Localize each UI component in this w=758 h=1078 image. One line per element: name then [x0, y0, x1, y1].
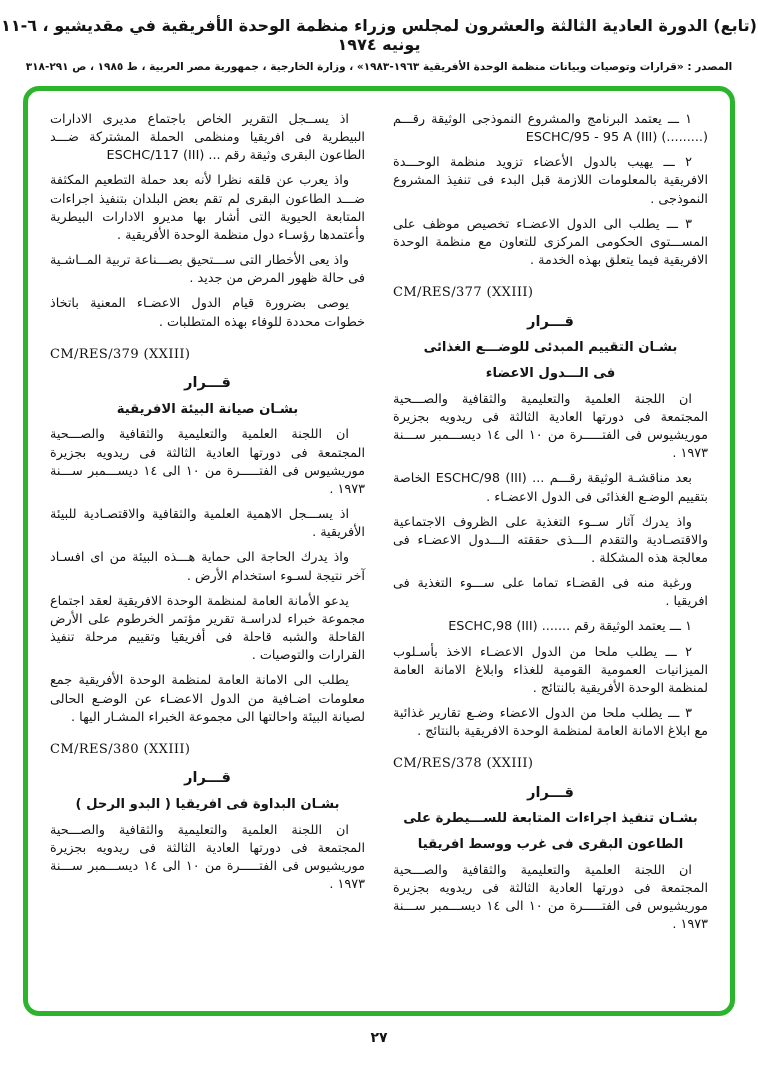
- paragraph: ان اللجنة العلمية والتعليمية والثقافية والصـــحية المجتمعة فى دورتها العادية الثالثة فى ريدويه بجزيرة موريشيوس فى الفتـــــرة من ١٠ الى ١٤ ديســـمبر ســـنة ١٩٧٣ .: [50, 427, 366, 497]
- resolution-ref-380: CM/RES/380 (XXIII): [50, 741, 191, 757]
- numbered-clause: ٣ ـــ يطلب الى الدول الاعضـاء تخصيص موظف على المســـتوى الحكومى المركزى للتعاون مع منظمة الوحدة الافريقية فيما يتعلق بهذه الخدمة .: [393, 216, 708, 269]
- session-title: (تابع) الدورة العادية الثالثة والعشرون لمجلس وزراء منظمة الوحدة الأفريقية في مقديشيو ، ٦-١١ يونيه ١٩٧٤: [1, 16, 757, 54]
- paragraph: ان اللجنة العلمية والتعليمية والثقافية والصـــحية المجتمعة فى دورتها العادية الثالثة فى ريدويه بجزيرة موريشيوس فى الفتـــــرة من ١٠ الى ١٤ ديســـمبر ســـنة ١٩٧٣ .: [393, 862, 709, 933]
- paragraph: واذ يعى الأخطار التى ســـتحيق بصـــناعة تربية المــاشـية فى حالة ظهور المرض من جديد .: [50, 253, 365, 287]
- paragraph: واذ يدرك آثار ســوء التغذية على الظروف الاجتماعية والاقتصـادية والتقدم الـــذى حققته الـــدول الاعضـاء فى معالجة هذه المشكلة .: [393, 514, 708, 566]
- paragraph: يطلب الى الامانة العامة لمنظمة الوحدة الأفريقية جمع معلومات اضـافية من الدول الاعضـاء عن الوضـع الحالى لصيانة البيئة واحالتها الى مجموعة الخبراء المشـار اليها .: [50, 673, 365, 725]
- source-line: المصدر : «قرارات وتوصيات وبيانات منظمة الوحدة الأفريقية ١٩٦٣-١٩٨٣» ، وزارة الخارجية ، جمهورية مصر العربية ، ط ١٩٨٥ ، ص ٢٩١-٣١٨: [25, 61, 733, 73]
- paragraph: بعد مناقشـة الوثيقة رقـــم ... ESCHC/98 (III) الخاصة بتقييم الوضـع الغذائى فى الدول الاعضـاء .: [393, 471, 708, 505]
- decision-title: بشـان البداوة فى افريقيا ( البدو الرحل ): [75, 796, 340, 812]
- resolution-ref-377: CM/RES/377 (XXIII): [393, 285, 534, 301]
- column-left: [50, 111, 365, 1003]
- numbered-clause: ٢ ـــ يهيب بالدول الأعضاء تزويد منظمة الوحـــدة الافريقية بالمعلومات اللازمة قبل البدء فى تنفيذ المشروع النموذجى .: [393, 155, 708, 207]
- numbered-clause: ٢ ـــ يطلب ملحا من الدول الاعضـاء الاخذ بأسـلوب الميزانيات العمومية القومية للغذاء وابلاغ الامانة العامة لمنظمة الوحدة الأفريقية بالنتائج .: [393, 644, 708, 696]
- two-column-layout: [50, 111, 708, 1003]
- page-header: [0, 0, 758, 73]
- paragraph: ان اللجنة العلمية والتعليمية والثقافية والصـــحية المجتمعة فى دورتها العادية الثالثة فى ريدويه بجزيرة موريشيوس فى الفتـــــرة من ١٠ الى ١٤ ديســـمبر ســـنة ١٩٧٣ .: [50, 822, 366, 893]
- decision-title: بشـان التقييم المبدئى للوضـــع الغذائى: [423, 340, 678, 356]
- page-number: ٢٧: [370, 1030, 388, 1046]
- paragraph: واذ يعرب عن قلقه نظرا لأنه بعد حملة التطعيم المكثفة ضـــد الطاعون البقرى لم تقم بعض البلدان بتنفيذ اجراءات المتابعة الحيوية التى أشار بها مديرو الادارات البيطرية وأعتمدها رؤسـاء دول منظمة الوحدة الأفريقية .: [50, 173, 365, 243]
- decision-title: بشـان صيانة البيئة الافريقية: [116, 401, 299, 417]
- decision-heading: قـــرار: [184, 375, 231, 392]
- paragraph: واذ يدرك الحاجة الى حماية هـــذه البيئة من اى افسـاد آخر نتيجة لسـوء استخدام الأرض .: [50, 550, 365, 584]
- numbered-clause: ٣ ـــ يطلب ملحا من الدول الاعضاء وضـع تقارير غذائية مع ابلاغ الامانة العامة لمنظمة الوحدة الافريقية بالنتائج .: [393, 706, 708, 740]
- paragraph: ان اللجنة العلمية والتعليمية والثقافية والصـــحية المجتمعة فى دورتها العادية الثالثة فى ريدويه بجزيرة موريشيوس فى الفتـــــرة من ١٠ الى ١٤ ديســـمبر ســـنة ١٩٧٣ .: [393, 391, 709, 462]
- numbered-clause: ١ ـــ يعتمد الوثيقة رقم ....... ESCHC,98 (III): [448, 619, 692, 635]
- paragraph: يدعو الأمانة العامة لمنظمة الوحدة الافريقية لعقد اجتماع مجموعة خبراء لدراسـة تقرير مؤتمر الخرطوم على الأرض القاحلة والشبه قاحلة فى أفريقيا وتقييم مرحلة تنفيذ القرارات والتوصيات .: [50, 593, 365, 664]
- content-frame: [23, 86, 735, 1016]
- paragraph: اذ يســـجل الاهمية العلمية والثقافية والاقتصـادية للبيئة الأفريقية .: [50, 507, 365, 541]
- paragraph: ورغبة منه فى القضـاء تماما على ســـوء التغذية فى افريقيا .: [393, 576, 708, 610]
- decision-title: بشـان تنفيذ اجراءات المتابعة للســـيطرة على: [403, 811, 698, 827]
- paragraph: يوصى بضرورة قيام الدول الاعضـاء المعنية باتخاذ خطوات محددة للوفاء بهذه المتطلبات .: [50, 296, 365, 330]
- decision-title: فى الـــدول الاعضاء: [485, 366, 616, 382]
- resolution-ref-379: CM/RES/379 (XXIII): [50, 346, 191, 362]
- numbered-clause: ١ ـــ يعتمد البرنامج والمشروع النموذجى الوثيقة رقـــم (.........) ESCHC/95 - 95 A (III): [393, 112, 708, 146]
- decision-title: الطاعون البقرى فى غرب ووسط افريقيا: [417, 837, 684, 853]
- column-right: [393, 111, 708, 1003]
- paragraph: اذ يســجل التقرير الخاص باجتماع مديرى الادارات البيطرية فى افريقيا ومنظمى الحملة المشتركة ضـــد الطاعون البقرى وثيقة رقم ... ESCHC/117 (III): [50, 112, 365, 164]
- resolution-ref-378: CM/RES/378 (XXIII): [393, 756, 534, 772]
- decision-heading: قـــرار: [527, 313, 574, 330]
- decision-heading: قـــرار: [527, 784, 574, 801]
- decision-heading: قـــرار: [184, 770, 231, 787]
